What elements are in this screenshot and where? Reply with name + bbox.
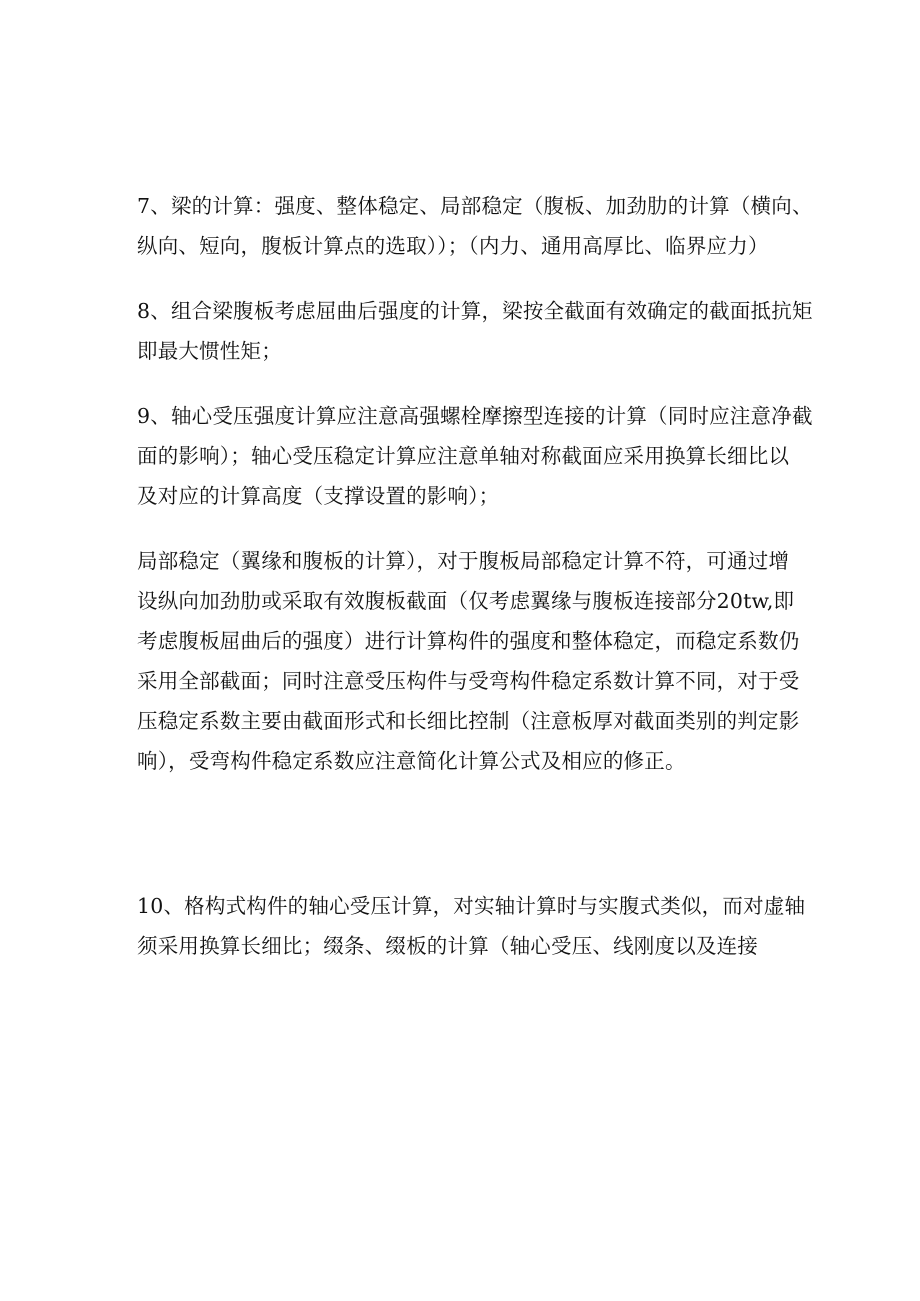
paragraph-item-9 xyxy=(137,396,813,516)
text-line: 9、轴心受压强度计算应注意高强螺栓摩擦型连接的计算（同时应注意净截 xyxy=(137,404,813,428)
text-line: 及对应的计算高度（支撑设置的影响）； xyxy=(137,484,500,508)
text-line: 纵向、短向，腹板计算点的选取））；（内力、通用高厚比、临界应力） xyxy=(137,234,769,258)
paragraph-local-stability xyxy=(137,541,800,781)
document-body xyxy=(137,186,813,966)
paragraph-item-8 xyxy=(137,291,813,371)
text-line: 采用全部截面；同时注意受压构件与受弯构件稳定系数计算不同，对于受 xyxy=(137,669,800,693)
text-line: 8、组合梁腹板考虑屈曲后强度的计算，梁按全截面有效确定的截面抵抗矩 xyxy=(137,299,813,323)
text-line: 考虑腹板屈曲后的强度）进行计算构件的强度和整体稳定，而稳定系数仍 xyxy=(137,629,800,653)
text-line: 设纵向加劲肋或采取有效腹板截面（仅考虑翼缘与腹板连接部分20tw,即 xyxy=(137,589,795,613)
paragraph-item-7 xyxy=(137,186,813,266)
text-line: 响），受弯构件稳定系数应注意简化计算公式及相应的修正。 xyxy=(137,749,686,773)
text-line: 面的影响）；轴心受压稳定计算应注意单轴对称截面应采用换算长细比以 xyxy=(137,444,790,468)
text-line: 压稳定系数主要由截面形式和长细比控制（注意板厚对截面类别的判定影 xyxy=(137,709,800,733)
text-line: 7、梁的计算：强度、整体稳定、局部稳定（腹板、加劲肋的计算（横向、 xyxy=(137,194,813,218)
text-line: 须采用换算长细比；缀条、缀板的计算（轴心受压、线刚度以及连接 xyxy=(137,934,758,958)
paragraph-item-10 xyxy=(137,886,806,966)
text-line: 局部稳定（翼缘和腹板的计算），对于腹板局部稳定计算不符，可通过增 xyxy=(137,549,790,573)
text-line: 即最大惯性矩； xyxy=(137,339,282,363)
text-line: 10、格构式构件的轴心受压计算，对实轴计算时与实腹式类似，而对虚轴 xyxy=(137,894,806,918)
